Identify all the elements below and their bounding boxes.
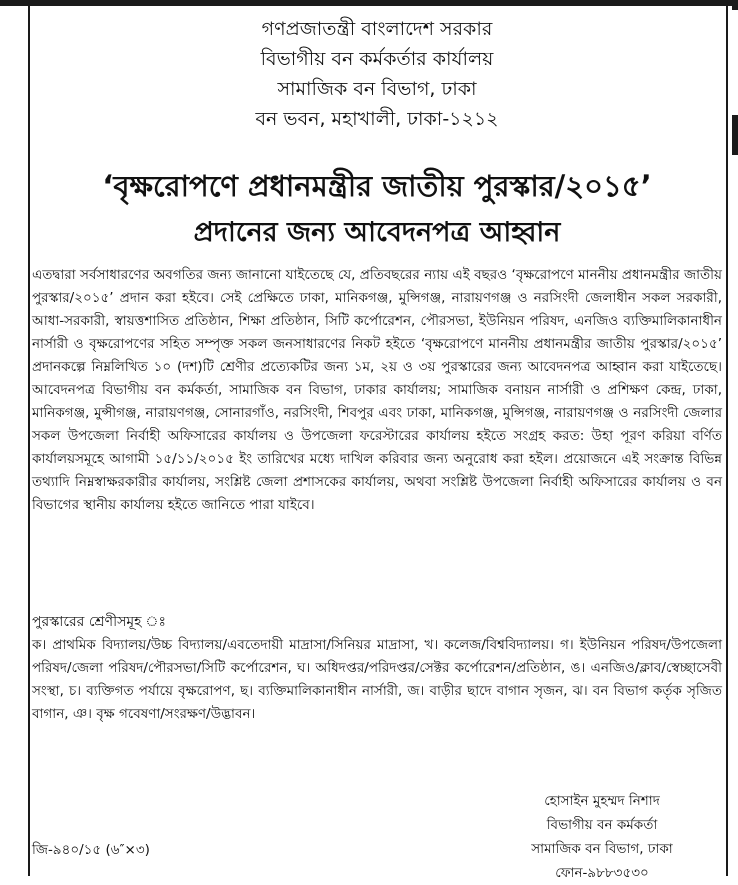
categories-heading: পুরস্কারের শ্রেণীসমূহ ঃ (32, 614, 166, 630)
adjacent-column-edge (732, 6, 738, 10)
signatory-phone: ফোন-৯৮৮৩৫৩০ (555, 865, 649, 881)
government-notice (32, 14, 722, 881)
categories-list: ক। প্রাথমিক বিদ্যালয়/উচ্চ বিদ্যালয়/এবতেদায়ী মাদ্রাসা/সিনিয়র মাদ্রাসা, খ। কলেজ/বিশ্ববিদ্যালয়। গ। ইউনিয়ন পরিষদ/উপজেলা পরিষদ/জেলা পরিষদ/পৌরসভা/সিটি কর্পোরেশন, ঘ। অধিদপ্তর/পরিদপ্তর/সেক্টর কর্পোরেশন/প্রতিষ্ঠান, ঙ। এনজিও/ক্লাব/স্বেচ্ছাসেবী সংস্থা, চ। ব্যক্তিগত পর্যায়ে বৃক্ষরোপণ, ছ। ব্যক্তিমালিকানাধীন নার্সারী, জ। বাড়ীর ছাদে বাগান সৃজন, ঝ। বন বিভাগ কর্তৃক সৃজিত বাগান, ঞ। বৃক্ষ গবেষণা/সংরক্ষণ/উদ্ভাবন। (32, 637, 722, 722)
header-address: বন ভবন, মহাখালী, ঢাকা-১২১২ (255, 108, 499, 130)
left-border-rule (28, 6, 30, 876)
header-office: বিভাগীয় বন কর্মকর্তার কার্যালয় (260, 48, 494, 70)
signatory-designation: বিভাগীয় বন কর্মকর্তা (546, 817, 658, 833)
header-government: গণপ্রজাতন্ত্রী বাংলাদেশ সরকার (261, 18, 493, 40)
signature-block (502, 789, 702, 885)
notice-subtitle: প্রদানের জন্য আবেদনপত্র আহ্বান (193, 217, 561, 248)
notice-title: ‘বৃক্ষরোপণে প্রধানমন্ত্রীর জাতীয় পুরস্কার/২০১৫’ (102, 169, 652, 203)
notice-body: এতদ্বারা সর্বসাধারণের অবগতির জন্য জানানো যাইতেছে যে, প্রতিবছরের ন্যায় এই বছরও ‘বৃক্ষরোপণে মাননীয় প্রধানমন্ত্রীর জাতীয় পুরস্কার/২০১৫’ প্রদান করা হইবে। সেই প্রেক্ষিতে ঢাকা, মানিকগঞ্জ, মুন্সিগঞ্জ, নারায়ণগঞ্জ ও নরসিংদী জেলাধীন সকল সরকারী, আধা-সরকারী, স্বায়ত্তশাসিত প্রতিষ্ঠান, শিক্ষা প্রতিষ্ঠান, সিটি কর্পোরেশন, পৌরসভা, ইউনিয়ন পরিষদ, এনজিও ব্যক্তিমালিকানাধীন নার্সারী ও বৃক্ষরোপণের সহিত সম্পৃক্ত সকল জনসাধারণের নিকট হইতে ‘বৃক্ষরোপণে মাননীয় প্রধানমন্ত্রীর জাতীয় পুরস্কার/২০১৫’ প্রদানকল্পে নিম্নলিখিত ১০ (দশ)টি শ্রেণীর প্রত্যেকটির জন্য ১ম, ২য় ও ৩য় পুরস্কারের জন্য আবেদনপত্র আহ্বান করা যাইতেছে। আবেদনপত্র বিভাগীয় বন কর্মকর্তা, সামাজিক বন বিভাগ, ঢাকার কার্যালয়; সামাজিক বনায়ন নার্সারী ও প্রশিক্ষণ কেন্দ্র, ঢাকা, মানিকগঞ্জ, মুন্সীগঞ্জ, নারায়ণগঞ্জ, সোনারগাঁও, নরসিংদী, শিবপুর এবং ঢাকা, মানিকগঞ্জ, মুন্সিগঞ্জ, নারায়ণগঞ্জ ও নরসিংদী জেলার সকল উপজেলা নির্বাহী অফিসারের কার্যালয় ও উপজেলা ফরেস্টারের কার্যালয় হইতে সংগ্রহ করত: উহা পূরণ করিয়া বর্ণিত কার্যালয়সমূহে আগামী ১৫/১১/২০১৫ ইং তারিখের মধ্যে দাখিল করিবার জন্য অনুরোধ করা হইল। প্রয়োজনে এই সংক্রান্ত বিভিন্ন তথ্যাদি নিম্নস্বাক্ষরকারীর কার্যালয়, সংশ্লিষ্ট জেলা প্রশাসকের কার্যালয়, অথবা সংশ্লিষ্ট উপজেলা নির্বাহী অফিসারের কার্যালয় ও বন বিভাগের স্থানীয় কার্যালয় হইতে জানিতে পারা যাইবে। (32, 267, 722, 513)
right-border-rule (726, 6, 728, 876)
header-division: সামাজিক বন বিভাগ, ঢাকা (277, 78, 477, 100)
top-border-rule (0, 0, 738, 6)
signatory-office: সামাজিক বন বিভাগ, ঢাকা (531, 841, 673, 857)
ad-code: জি-৯৪০/১৫ (৬″×৩) (32, 842, 150, 858)
signatory-name: হোসাইন মুহম্মদ নিশাদ (544, 793, 660, 809)
notice-header (32, 14, 722, 134)
adjacent-column-mark (732, 115, 738, 155)
